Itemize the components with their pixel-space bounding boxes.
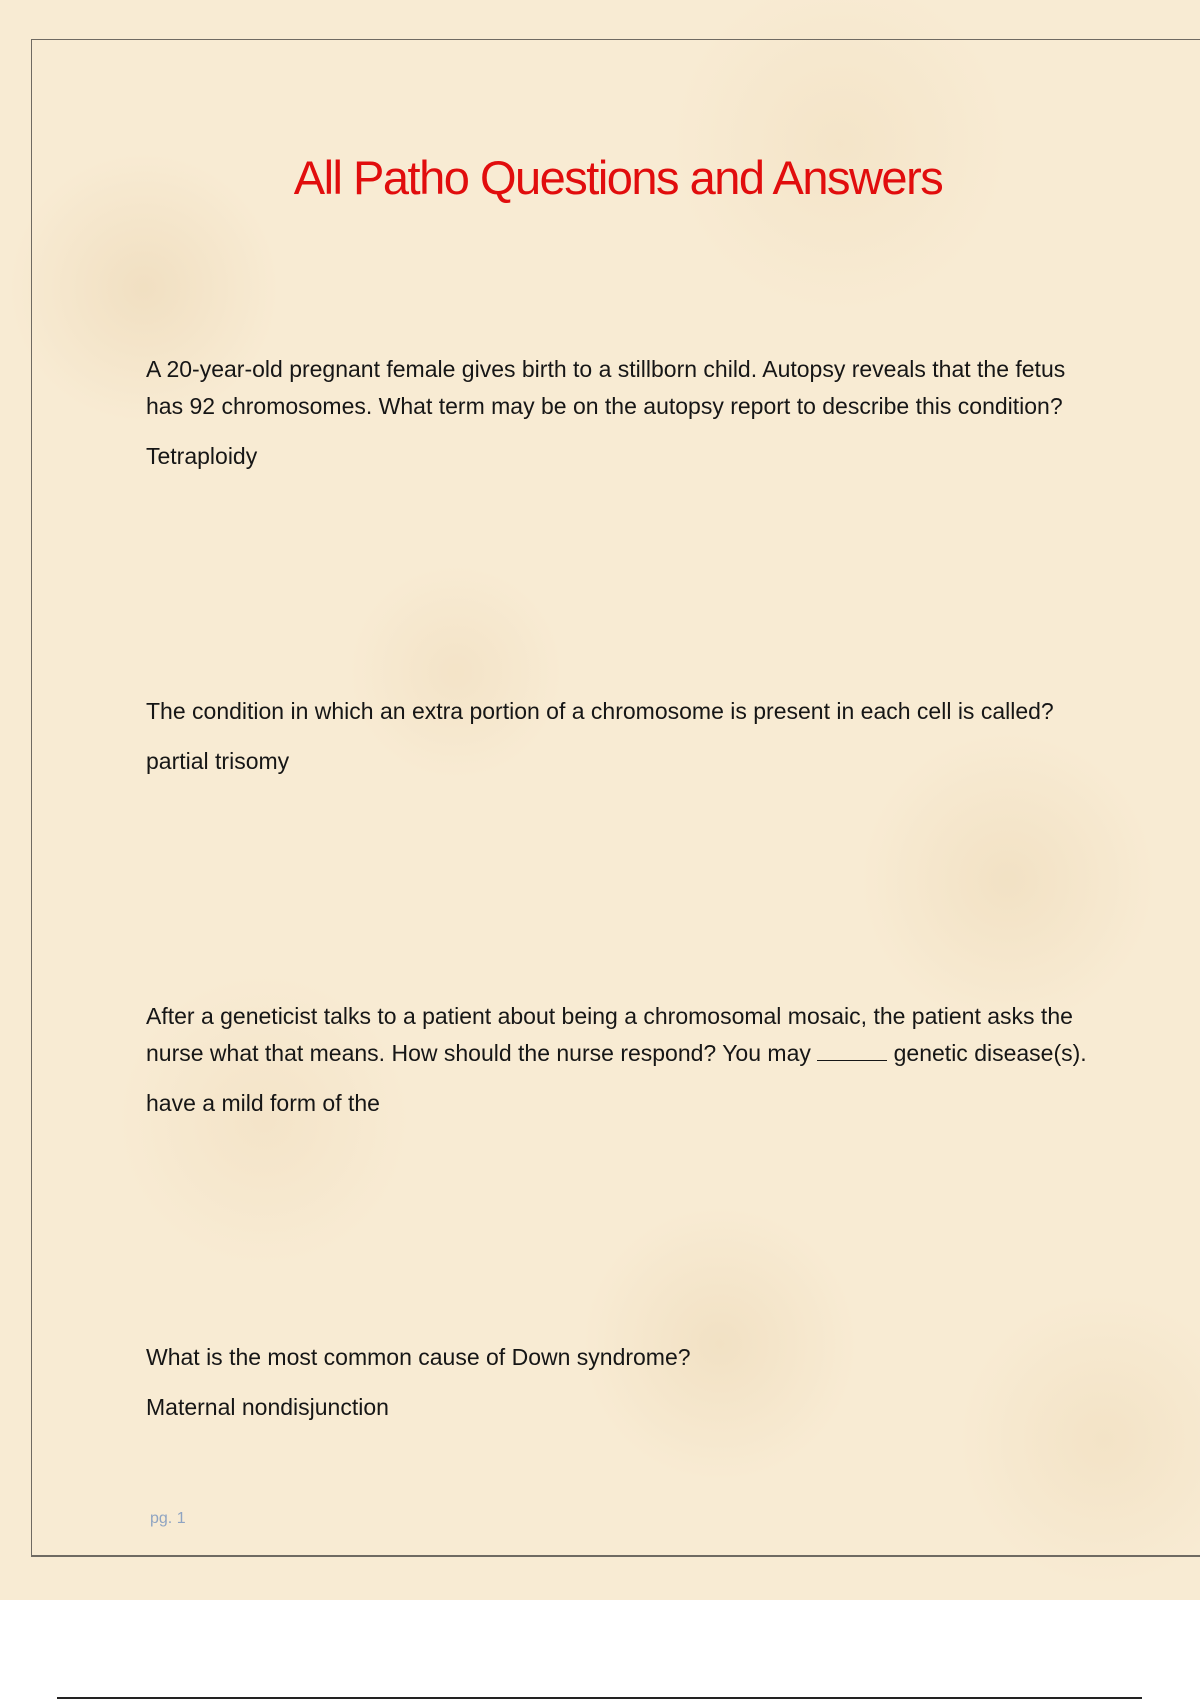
question-text: What is the most common cause of Down syndrome? [146,1344,691,1370]
fill-in-blank [817,1040,887,1061]
qa-item [146,351,1091,470]
question-text-after-blank: genetic disease(s). [893,1040,1087,1066]
document-title: All Patho Questions and Answers [293,151,943,204]
qa-item [146,693,1091,775]
question-text-before-blank: After a geneticist talks to a patient about being a chromosomal mosaic, the patient asks the nurse what that means. How should the nurse respond? You may [146,1003,1073,1066]
answer-text: partial trisomy [146,748,290,774]
question-text: The condition in which an extra portion of a chromosome is present in each cell is called? [146,698,1054,724]
qa-item [146,1339,1091,1421]
answer-text: have a mild form of the [146,1090,380,1116]
answer-text: Tetraploidy [146,443,258,469]
question-text: A 20-year-old pregnant female gives birth to a stillborn child. Autopsy reveals that the fetus has 92 chromosomes. What term may be on the autopsy report to describe this condition? [146,356,1066,419]
answer-text: Maternal nondisjunction [146,1394,389,1420]
page-divider-line [57,1697,1142,1699]
page-number: pg. 1 [150,1510,186,1527]
page-border [31,39,1200,1557]
question-text [146,998,1091,1072]
qa-item [146,998,1091,1117]
